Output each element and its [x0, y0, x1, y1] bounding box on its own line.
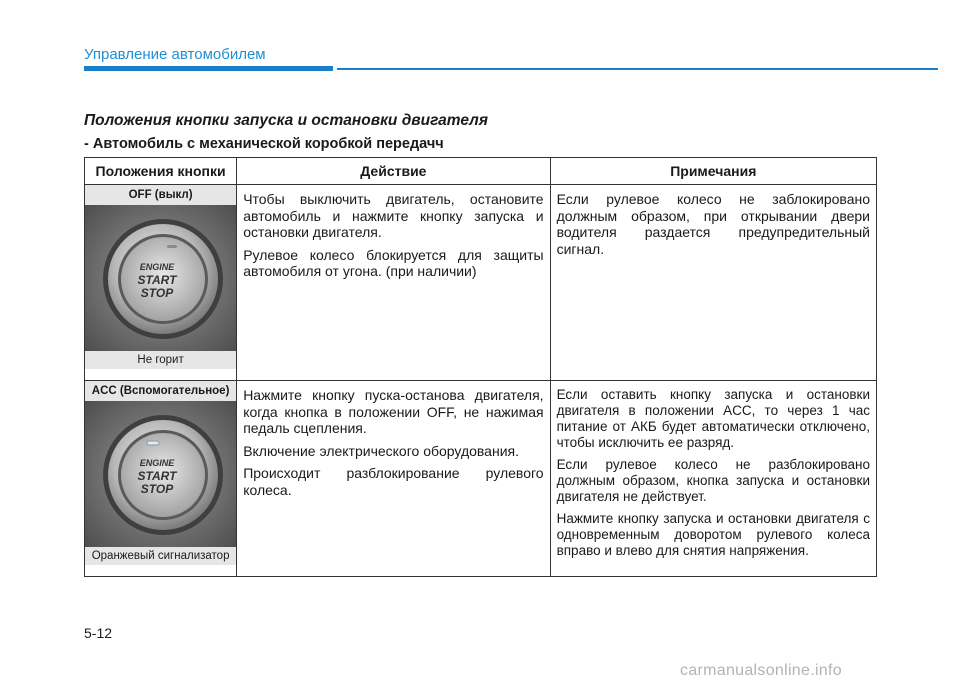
svg-text:STOP: STOP: [140, 286, 174, 300]
action-paragraph: Чтобы выключить двигатель, остановите автомобиль и нажмите кнопку запуска и остановки двигателя.: [243, 191, 544, 240]
svg-text:ENGINE: ENGINE: [139, 262, 175, 272]
indicator-caption: Оранжевый сигнализатор: [85, 547, 236, 565]
action-paragraph: Нажмите кнопку пуска-останова двигателя, когда кнопка в положении OFF, не нажимая педаль сцепления.: [243, 387, 544, 436]
watermark: carmanualsonline.info: [680, 662, 842, 679]
indicator-caption: Не горит: [85, 351, 236, 369]
section-title: Управление автомобилем: [84, 46, 266, 63]
action-paragraph: Рулевое колесо блокируется для защиты автомобиля от угона. (при наличии): [243, 246, 544, 279]
action-cell: [237, 381, 550, 577]
engine-start-stop-button-icon: [85, 401, 236, 547]
svg-text:START: START: [137, 273, 177, 287]
table-header-row: [85, 158, 877, 185]
column-header-notes: Примечания: [550, 158, 876, 185]
start-stop-button-image: [85, 401, 236, 547]
header-rule-accent: [84, 66, 333, 71]
page-subheading: - Автомобиль с механической коробкой передачч: [84, 136, 444, 152]
svg-text:START: START: [137, 469, 177, 483]
position-cell: [85, 381, 237, 577]
notes-cell: [550, 185, 876, 381]
notes-cell: [550, 381, 876, 577]
position-label: OFF (выкл): [85, 185, 236, 205]
note-paragraph: Если рулевое колесо не заблокировано должным образом, при открывании двери водителя раздается предупредительный сигнал.: [556, 191, 870, 257]
engine-start-stop-button-icon: [85, 205, 236, 351]
column-header-action: Действие: [237, 158, 550, 185]
table-row-acc: [85, 381, 877, 577]
header-rule: [337, 68, 938, 70]
position-label: ACC (Вспомогательное): [85, 381, 236, 401]
action-cell: [237, 185, 550, 381]
note-paragraph: Если оставить кнопку запуска и остановки двигателя в положении ACC, то через 1 час питание от АКБ будет автоматически отключено, чтобы исключить ее разряд.: [556, 387, 870, 450]
svg-text:ENGINE: ENGINE: [139, 458, 175, 468]
note-paragraph: Нажмите кнопку запуска и остановки двигателя с одновременным доворотом рулевого колеса вправо и влево для снятия напряжения.: [556, 511, 870, 558]
button-positions-table: [84, 157, 877, 577]
position-cell: [85, 185, 237, 381]
start-stop-button-image: [85, 205, 236, 351]
page-heading: Положения кнопки запуска и остановки двигателя: [84, 112, 488, 129]
page-number: 5-12: [84, 625, 113, 641]
action-paragraph: Включение электрического оборудования.: [243, 442, 519, 459]
table-row-off: [85, 185, 877, 381]
note-paragraph: Если рулевое колесо не разблокировано должным образом, кнопка запуска и остановки двигателя не действует.: [556, 457, 870, 504]
column-header-position: Положения кнопки: [85, 158, 237, 185]
svg-text:STOP: STOP: [140, 482, 174, 496]
action-paragraph: Происходит разблокирование рулевого колеса.: [243, 465, 544, 498]
